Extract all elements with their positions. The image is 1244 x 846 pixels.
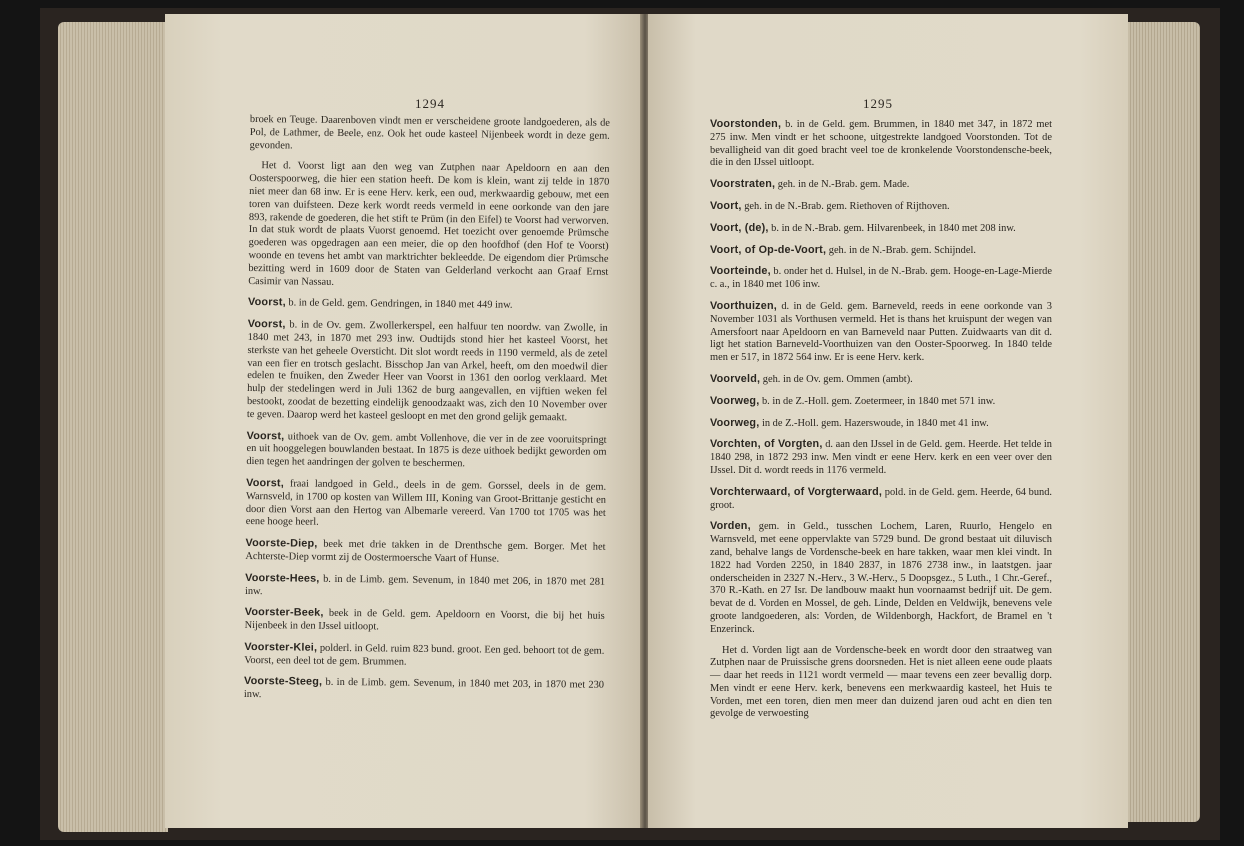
entry-text: Het d. Voorst ligt aan den weg van Zutphen naar Apeldoorn en aan den Oosterspoorweg, die hier een station heeft. De kom is klein, want zij telde in 1870 niet meer dan 68 inw. Er is eene Herv. kerk, een oud, merkwaardig gebouw, met een toren van duifsteen. Deze kerk wordt reeds vermeld in eene oorkonde van den jare 893, rakende de goederen, die het stift te Prüm (in den Eifel) te Voorst had verworven. In dat stuk wordt de plaats Vuorst genoemd. Het toezicht over genoemde Prümsche goederen was opgedragen aan een meier, die op den hoofdhof (den Hof te Voorst) woonde en tevens het ambt van marktrichter bekleedde. De eigendom dier Prümsche bezitting werd in 1609 door de Staten van Gelderland verkocht aan Graaf Ernst Casimir van Nassau. [248, 160, 610, 288]
entry [710, 222, 1052, 236]
entry-headword: Vorchterwaard, of Vorgterwaard, [710, 485, 883, 498]
entry-headword: Voorveld, [710, 372, 761, 385]
entry [710, 300, 1052, 365]
entry-text: d. in de Geld. gem. Barneveld, reeds in eene oorkonde van 3 November 1031 als Vorthusen vermeld. Het is thans het kruispunt der wegen van Amersfoort naar Apeldoorn en van Barneveld naar Putten. Zuidwaarts van dit d. ligt het station Barneveld-Voorthuizen van den Ooster-Spoorweg. In 1840 telde men er 517, in 1872 564 inw. Er is eene Herv. kerk. [710, 300, 1052, 364]
entry-headword: Voorst, [246, 476, 284, 490]
entry-text: b. in de Limb. gem. Sevenum, in 1840 met 206, in 1870 met 281 inw. [244, 573, 606, 597]
entry-headword: Voort, (de), [710, 221, 769, 234]
entry-text: b. in de Geld. gem. Brummen, in 1840 met 347, in 1872 met 275 inw. Men vindt er het schoone, uitgestrekte landgoed Voorstonden. Tot de bevalligheid van dit goed bracht veel toe de kronkelende Voorstondensche-beek, die in den IJssel uitloopt. [710, 119, 1052, 169]
entry-text: broek en Teuge. Daarenboven vindt men er verscheidene groote landgoederen, als de Pol, de Lathmer, de Beele, enz. Ook het oude kasteel Nijenbeek wordt in deze gem. gevonden. [249, 114, 610, 152]
page-block-left [58, 22, 168, 832]
entry [710, 417, 1052, 431]
entry-headword: Voorstonden, [710, 118, 782, 130]
entry [246, 430, 606, 473]
entry-headword: Voorste-Hees, [245, 571, 320, 585]
entry-text: beek met drie takken in de Drenthsche gem. Borger. Met het Achterste-Diep vormt zij de Oostermoersche Vaart of Hunse. [245, 538, 606, 565]
entry-text: b. in de Geld. gem. Gendringen, in 1840 met 449 inw. [285, 297, 513, 312]
entry [248, 296, 608, 314]
entry-text: geh. in de Ov. gem. Ommen (ambt). [760, 373, 913, 385]
entry [710, 373, 1052, 387]
entry [245, 572, 605, 602]
entry-headword: Voorweg, [710, 394, 760, 407]
entry [710, 520, 1052, 636]
entry-text: geh. in de N.-Brab. gem. Riethoven of Rijthoven. [741, 200, 950, 212]
entry-text: Het d. Vorden ligt aan de Vordensche-beek en wordt door den straatweg van Zutphen naar de Pruissische grens doorsneden. Het is niet alleen eene oude plaats — daar het reeds in 1121 wordt vermeld — maar tevens een zeer bevallig dorp. Men vindt er eene Herv. kerk, benevens een merkwaardig kasteel, het Huis te Vorden, met een toren, dien men meer dan duizend jaren oud acht en dien ten gevolge de verwoesting [710, 644, 1052, 720]
entry [710, 438, 1052, 477]
entry-headword: Vorchten, of Vorgten, [710, 438, 823, 451]
entry [246, 477, 607, 533]
entry-headword: Voorst, [246, 429, 285, 442]
page-text [244, 114, 610, 714]
entry-text: beek in de Geld. gem. Apeldoorn en Voorst, die bij het huis Nijenbeek in den IJssel uitloopt. [244, 608, 605, 633]
entry-text: in de Z.-Holl. gem. Hazerswoude, in 1840 met 41 inw. [759, 417, 989, 429]
entry-headword: Voorste-Diep, [245, 537, 318, 550]
entry-headword: Voorteinde, [710, 265, 771, 278]
entry-headword: Voorst, [247, 318, 286, 331]
entry [245, 606, 605, 636]
entry [710, 200, 1052, 214]
entry-headword: Voorweg, [710, 416, 760, 429]
right-page [648, 14, 1128, 828]
entry [245, 537, 605, 567]
entry-text: fraai landgoed in Geld., deels in de gem. Gorssel, deels in de gem. Warnsveld, in 1700 op kosten van Willem III, Koning van Groot-Brittanje gesticht en door dien Vorst aan den Hertog van Albemarle vereerd. Van 1700 tot 1705 was het eene hooge heerl. [245, 478, 607, 529]
entry [244, 675, 604, 705]
entry [248, 160, 609, 292]
entry-headword: Voorster-Beek, [244, 606, 324, 620]
entry-text: b. in de N.-Brab. gem. Hilvarenbeek, in 1840 met 208 inw. [768, 222, 1016, 234]
entry-text: b. in de Limb. gem. Sevenum, in 1840 met 203, in 1870 met 230 inw. [243, 677, 605, 701]
entry [710, 118, 1052, 170]
page-number: 1295 [863, 96, 893, 111]
entry-headword: Voorthuizen, [710, 299, 777, 312]
entry-text: pold. in de Geld. gem. Heerde, 64 bund. groot. [710, 486, 1052, 511]
entry-text: geh. in de N.-Brab. gem. Made. [775, 179, 910, 191]
entry-text: b. in de Z.-Holl. gem. Zoetermeer, in 1840 met 571 inw. [759, 395, 996, 407]
entry-text: b. in de Ov. gem. Zwollerkerspel, een halfuur ten noordw. van Zwolle, in 1840 met 243, in 1870 met 293 inw. Oudtijds stond hier het kasteel Voorst, het sterkste van het geheele Oversticht. Dit slot wordt reeds in 1190 vermeld, als de zetel van een fier en trotsch geslacht. Bisschop Jan van Arkel, heeft, om den moedwil dier edelen te fnuiken, den Zweder Heer van Voorst in 1361 den oorlog verklaard. Met hulp der stedelingen werd in Juli 1362 de burg aangevallen, en vijftien weken fel bestookt, zoodat de bezetting eindelijk genoodzaakt was, zich den 10 November over te geven. Daarop werd het kasteel gesloopt en met den grond gelijk gemaakt. [246, 319, 608, 424]
entry [247, 318, 608, 425]
left-page [165, 14, 642, 828]
entry-text: b. onder het d. Hulsel, in de N.-Brab. gem. Hooge-en-Lage-Mierde c. a., in 1840 met 106 inw. [710, 266, 1052, 291]
entry [710, 645, 1052, 722]
entry [244, 641, 604, 671]
page-text [710, 118, 1052, 729]
entry-headword: Voorste-Steeg, [243, 675, 323, 689]
entry-headword: Voorst, [247, 296, 286, 309]
entry [710, 178, 1052, 192]
entry-text: uithoek van de Ov. gem. ambt Vollenhove, die ver in de zee vooruitspringt en uit hooggelegen bouwlanden bestaat. In 1875 is deze uithoek bedijkt geworden om dien tegen het aandringen der golven te beschermen. [246, 430, 607, 470]
entry [250, 114, 610, 156]
entry-text: polderl. in Geld. ruim 823 bund. groot. Een ged. behoort tot de gem. Voorst, een deel tot de gem. Brummen. [244, 642, 605, 668]
entry [710, 486, 1052, 513]
entry [710, 395, 1052, 409]
entry [710, 244, 1052, 258]
entry-text: d. aan den IJssel in de Geld. gem. Heerde. Het telde in 1840 298, in 1872 293 inw. Men vindt er eene Herv. kerk en een veer over den IJssel. Dit d. wordt reeds in 1176 vermeld. [710, 439, 1052, 476]
page-block-right [1125, 22, 1200, 822]
entry [710, 265, 1052, 292]
entry-headword: Vorden, [710, 520, 751, 533]
page-number: 1294 [415, 96, 445, 111]
entry-text: geh. in de N.-Brab. gem. Schijndel. [826, 244, 976, 256]
entry-headword: Voorster-Klei, [244, 640, 318, 654]
entry-headword: Voorstraten, [710, 178, 776, 191]
entry-headword: Voort, [710, 199, 742, 212]
entry-text: gem. in Geld., tusschen Lochem, Laren, Ruurlo, Hengelo en Warnsveld, met eene oppervlakte van 5729 bund. De grond bestaat uit diluvisch zand, behalve langs de Vordensche-beek en hare takken, waar men klei vindt. In 1822 had Vorden 2250, in 1840 2837, in 1876 2738 inw., in laatstgen. jaar onderscheiden in 2327 N.-Herv., 3 W.-Herv., 5 Doopsgez., 5 Luth., 1 Chr.-Geref., 370 R.-Kath. en 27 Isr. De landbouw maakt hun voornaamst bedrijf uit. De gem. bevat de d. Vorden en Mossel, de geh. Linde, Delden en Veldwijk, benevens vele groote landgoederen, als: Vorden, de Wildenborgh, Hackfort, de Bramel en 't Enzerinck. [710, 521, 1052, 635]
entry-headword: Voort, of Op-de-Voort, [710, 243, 827, 256]
